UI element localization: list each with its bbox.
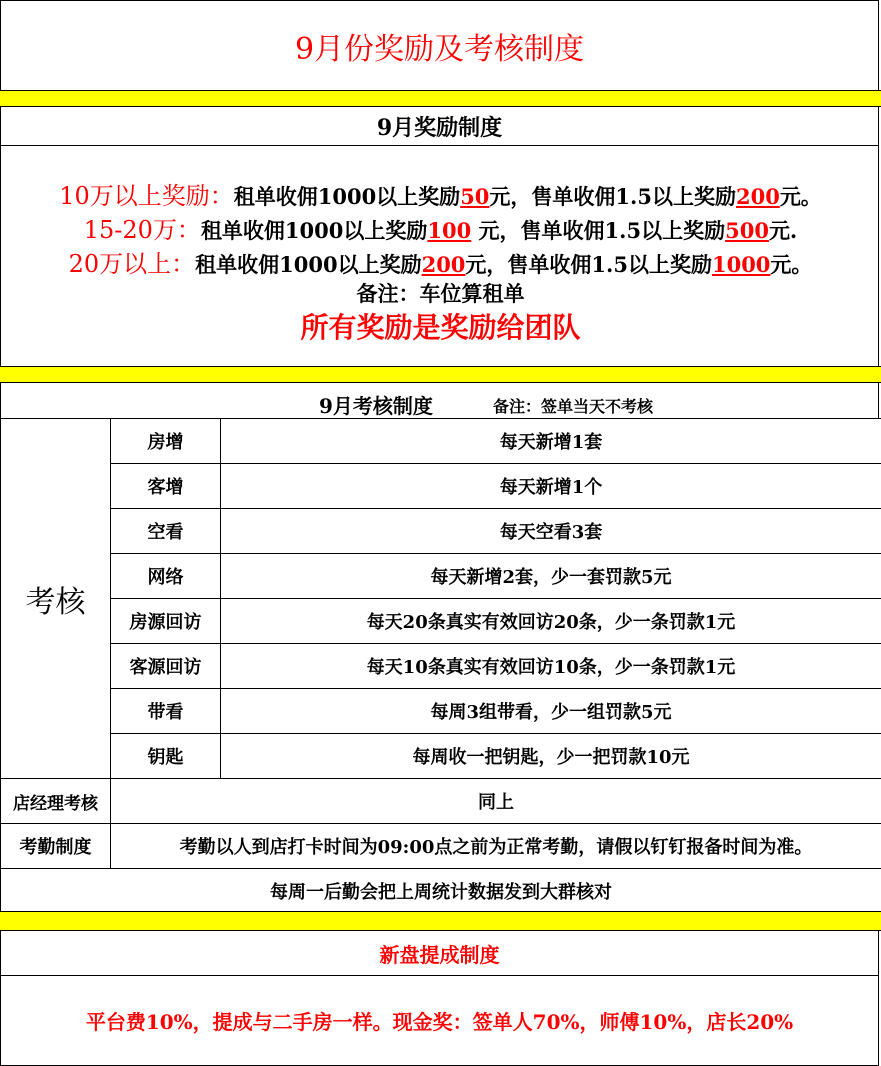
table-row (1, 419, 881, 464)
page-title (0, 0, 879, 91)
assessment-rule: 每天新增1个 (221, 464, 881, 509)
assessment-item: 网络 (111, 554, 221, 599)
reward-amount: 200 (735, 184, 780, 209)
assessment-rule: 每周3组带看，少一组罚款5元 (221, 689, 881, 734)
manager-assessment-label: 店经理考核 (1, 779, 111, 824)
assessment-rule: 每天新增2套，少一套罚款5元 (221, 554, 881, 599)
table-row (1, 734, 881, 779)
assessment-rule: 每天10条真实有效回访10条，少一条罚款1元 (221, 644, 881, 689)
reward-text: 元，售单收佣1.5以上奖励 (471, 218, 726, 243)
assessment-heading (0, 382, 879, 419)
assessment-item: 客源回访 (111, 644, 221, 689)
table-row (1, 554, 881, 599)
reward-amount: 1000 (711, 252, 771, 277)
assessment-heading-text: 9月考核制度 (319, 394, 433, 418)
reward-tier-label: 15-20万： (83, 216, 201, 244)
new-project-body-text: 平台费10%，提成与二手房一样。现金奖：签单人70%，师傅10%，店长20% (85, 1010, 794, 1034)
attendance-label: 考勤制度 (1, 824, 111, 869)
table-row (1, 509, 881, 554)
reward-text: 元，售单收佣1.5以上奖励 (489, 184, 736, 209)
reward-heading-text: 9月奖励制度 (376, 114, 503, 141)
table-row (1, 824, 881, 869)
yellow-divider (0, 366, 881, 383)
assessment-item: 钥匙 (111, 734, 221, 779)
reward-team-note (1, 306, 880, 346)
reward-text: 元。 (770, 252, 813, 277)
reward-note (1, 278, 880, 308)
reward-text: 租单收佣1000以上奖励 (233, 184, 461, 209)
reward-text: 租单收佣1000以上奖励 (200, 218, 428, 243)
reward-line-2 (1, 210, 880, 245)
reward-tier-label: 10万以上奖励： (59, 182, 234, 210)
table-row (1, 644, 881, 689)
reward-panel (0, 145, 879, 367)
reward-note-text: 备注：车位算租单 (356, 281, 525, 306)
table-row (1, 599, 881, 644)
assessment-rule: 每天新增1套 (221, 419, 881, 464)
assessment-item: 带看 (111, 689, 221, 734)
attendance-rule: 考勤以人到店打卡时间为09:00点之前为正常考勤，请假以钉钉报备时间为准。 (111, 824, 881, 869)
reward-text: 元. (768, 218, 798, 243)
yellow-divider (0, 90, 881, 107)
yellow-divider (0, 911, 881, 931)
reward-text: 元，售单收佣1.5以上奖励 (465, 252, 712, 277)
assessment-item: 房增 (111, 419, 221, 464)
assessment-group-label: 考核 (1, 419, 111, 779)
assessment-rule: 每天20条真实有效回访20条，少一条罚款1元 (221, 599, 881, 644)
assessment-item: 房源回访 (111, 599, 221, 644)
assessment-note: 备注：签单当天不考核 (493, 397, 654, 416)
reward-amount: 100 (427, 218, 472, 243)
reward-text: 元。 (779, 184, 822, 209)
assessment-item: 空看 (111, 509, 221, 554)
reward-text: 租单收佣1000以上奖励 (195, 252, 422, 277)
new-project-heading (0, 930, 879, 976)
reward-amount: 50 (460, 184, 490, 209)
table-row (1, 779, 881, 824)
new-project-heading-text: 新盘提成制度 (379, 942, 500, 967)
reward-line-1 (1, 176, 880, 211)
table-row (1, 689, 881, 734)
assessment-rule: 每周收一把钥匙，少一把罚款10元 (221, 734, 881, 779)
reward-line-3 (1, 244, 880, 279)
weekly-note: 每周一后勤会把上周统计数据发到大群核对 (1, 869, 881, 914)
assessment-rule: 每天空看3套 (221, 509, 881, 554)
assessment-item: 客增 (111, 464, 221, 509)
reward-amount: 500 (725, 218, 769, 243)
manager-assessment-rule: 同上 (111, 779, 881, 824)
reward-team-text: 所有奖励是奖励给团队 (300, 311, 581, 344)
page-title-text: 9月份奖励及考核制度 (294, 31, 585, 67)
reward-heading (0, 106, 879, 146)
table-row (1, 464, 881, 509)
reward-tier-label: 20万以上： (68, 250, 196, 278)
reward-amount: 200 (421, 252, 466, 277)
assessment-table (0, 418, 881, 914)
new-project-body (0, 975, 879, 1066)
table-row (1, 869, 881, 914)
